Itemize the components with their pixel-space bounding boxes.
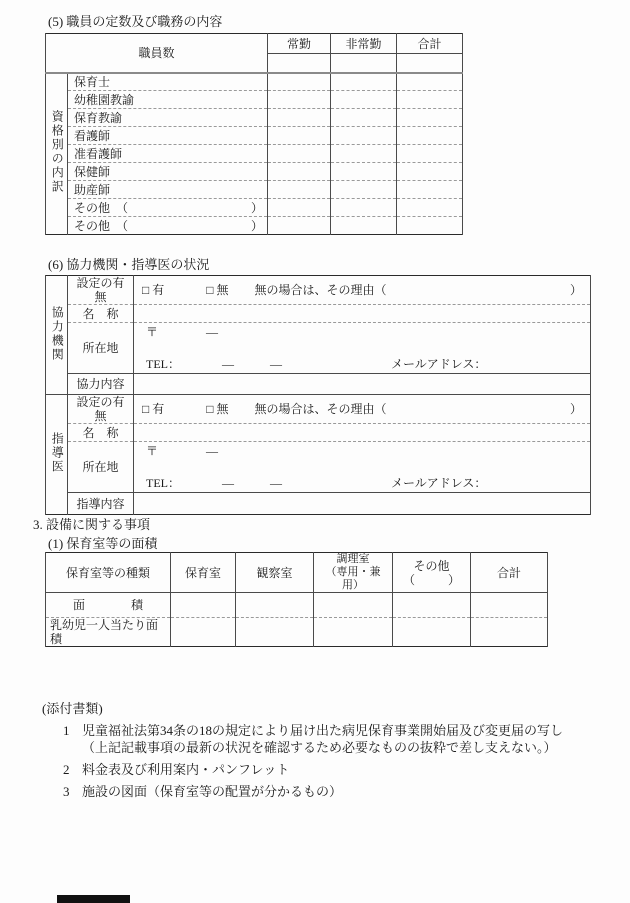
room-cell [236,593,314,618]
doctor-detail-cell [134,493,591,515]
staff-cell [331,145,397,163]
attachments-section [42,701,563,800]
staff-cell [268,199,331,217]
doctor-presence-cell [134,395,591,424]
doctor-detail-label: 指導内容 [68,493,134,515]
staff-row-label: 幼稚園教諭 [68,91,268,109]
staff-row-label: 准看護師 [68,145,268,163]
staff-cell [331,199,397,217]
section3-subtitle: (1) 保育室等の面積 [48,536,158,551]
staff-cell [397,181,463,199]
staff-total-fulltime-cell [268,54,331,73]
staff-row-label: 助産師 [68,181,268,199]
room-header-observation: 観察室 [236,553,314,593]
col-header-total: 合計 [397,34,463,54]
staff-cell [331,163,397,181]
coop-side-label: 協力機関 [50,305,65,362]
staff-cell [268,217,331,235]
reason-close-paren: ） [569,283,582,297]
staff-cell [397,199,463,217]
staff-cell [268,91,331,109]
staff-side-label: 資格別の内訳 [50,110,65,195]
attachment-item: 2 料金表及び利用案内・パンフレット [63,762,290,777]
staff-cell [397,109,463,127]
staff-cell [397,217,463,235]
room-cell [314,593,393,618]
room-row-area-label: 面 積 [46,593,171,618]
staff-row-label: 保育士 [68,73,268,91]
room-cell [171,593,236,618]
room-cell [393,618,471,647]
doctor-name-label: 名 称 [68,424,134,442]
staff-cell [268,181,331,199]
email-label: メールアドレス： [391,476,487,490]
staff-count-table [45,33,463,235]
col-header-fulltime: 常勤 [268,34,331,54]
room-row-per-child-label: 乳幼児一人当たり面積 [46,618,171,647]
reason-label: 無の場合は、その理由（ [254,402,387,416]
coop-presence-label: 設定の有無 [68,276,134,305]
room-header-nursery: 保育室 [171,553,236,593]
staff-cell [397,145,463,163]
staff-cell [397,163,463,181]
staff-row-label: 保育教諭 [68,109,268,127]
section6-title: (6) 協力機関・指導医の状況 [48,257,210,272]
room-cell [471,618,548,647]
col-header-parttime: 非常勤 [331,34,397,54]
staff-cell [331,109,397,127]
room-cell [314,618,393,647]
email-label: メールアドレス： [391,357,487,371]
room-cell [236,618,314,647]
doctor-name-cell [134,424,591,442]
room-header-kind: 保育室等の種類 [46,553,171,593]
staff-cell [331,73,397,91]
staff-cell [331,91,397,109]
staff-cell [268,145,331,163]
staff-cell [268,163,331,181]
coop-address-label: 所在地 [68,323,134,374]
coop-name-cell [134,305,591,323]
room-cell [471,593,548,618]
postal-line: 〒 — [146,325,219,339]
staff-cell [397,73,463,91]
room-header-total: 合計 [471,553,548,593]
doctor-address-cell [134,442,591,493]
attachments-title: (添付書類) [42,701,103,716]
postal-line: 〒 — [146,444,219,458]
coop-side-label-cell [46,276,68,395]
staff-cell [397,91,463,109]
attachment-item: 1 児童福祉法第34条の18の規定により届け出た病児保育事業開始届及び変更届の写し [63,723,564,738]
attachment-item-note: （上記記載事項の最新の状況を確認するため必要なものの抜粋で差し支えない。） [82,740,557,755]
coop-address-cell [134,323,591,374]
checkbox-yes: □ 有 [142,283,165,297]
section5-title: (5) 職員の定数及び職務の内容 [48,14,223,29]
room-cell [393,593,471,618]
checkbox-no: □ 無 [206,283,229,297]
room-area-table [45,552,548,647]
doctor-address-label: 所在地 [68,442,134,493]
tel-line: TEL： — — [146,357,282,371]
staff-cell [331,127,397,145]
checkbox-no: □ 無 [206,402,229,416]
coop-name-label: 名 称 [68,305,134,323]
room-cell [171,618,236,647]
doctor-side-label-cell [46,395,68,515]
staff-cell [331,181,397,199]
doctor-side-label: 指導医 [50,432,65,474]
staff-table-corner-label: 職員数 [46,34,268,73]
staff-cell [397,127,463,145]
coop-detail-cell [134,374,591,395]
staff-cell [268,127,331,145]
reason-label: 無の場合は、その理由（ [254,283,387,297]
coop-presence-cell [134,276,591,305]
staff-side-label-cell [46,73,68,235]
coop-detail-label: 協力内容 [68,374,134,395]
attachment-item: 3 施設の図面（保育室等の配置が分かるもの） [63,784,343,799]
staff-row-label: その他 （ ） [68,199,268,217]
doctor-presence-label: 設定の有無 [68,395,134,424]
section3-title: 3. 設備に関する事項 [33,517,151,532]
cooperation-table [45,275,591,515]
staff-row-label: その他 （ ） [68,217,268,235]
checkbox-yes: □ 有 [142,402,165,416]
staff-cell [331,217,397,235]
staff-row-label: 看護師 [68,127,268,145]
staff-cell [268,109,331,127]
tel-line: TEL： — — [146,476,282,490]
staff-row-label: 保健師 [68,163,268,181]
reason-close-paren: ） [569,402,582,416]
staff-total-parttime-cell [331,54,397,73]
staff-total-sum-cell [397,54,463,73]
room-header-kitchen: 調理室 （専用・兼用） [314,553,393,593]
room-header-other: その他 （ ） [393,553,471,593]
scan-artifact-bar [57,895,130,903]
staff-cell [268,73,331,91]
